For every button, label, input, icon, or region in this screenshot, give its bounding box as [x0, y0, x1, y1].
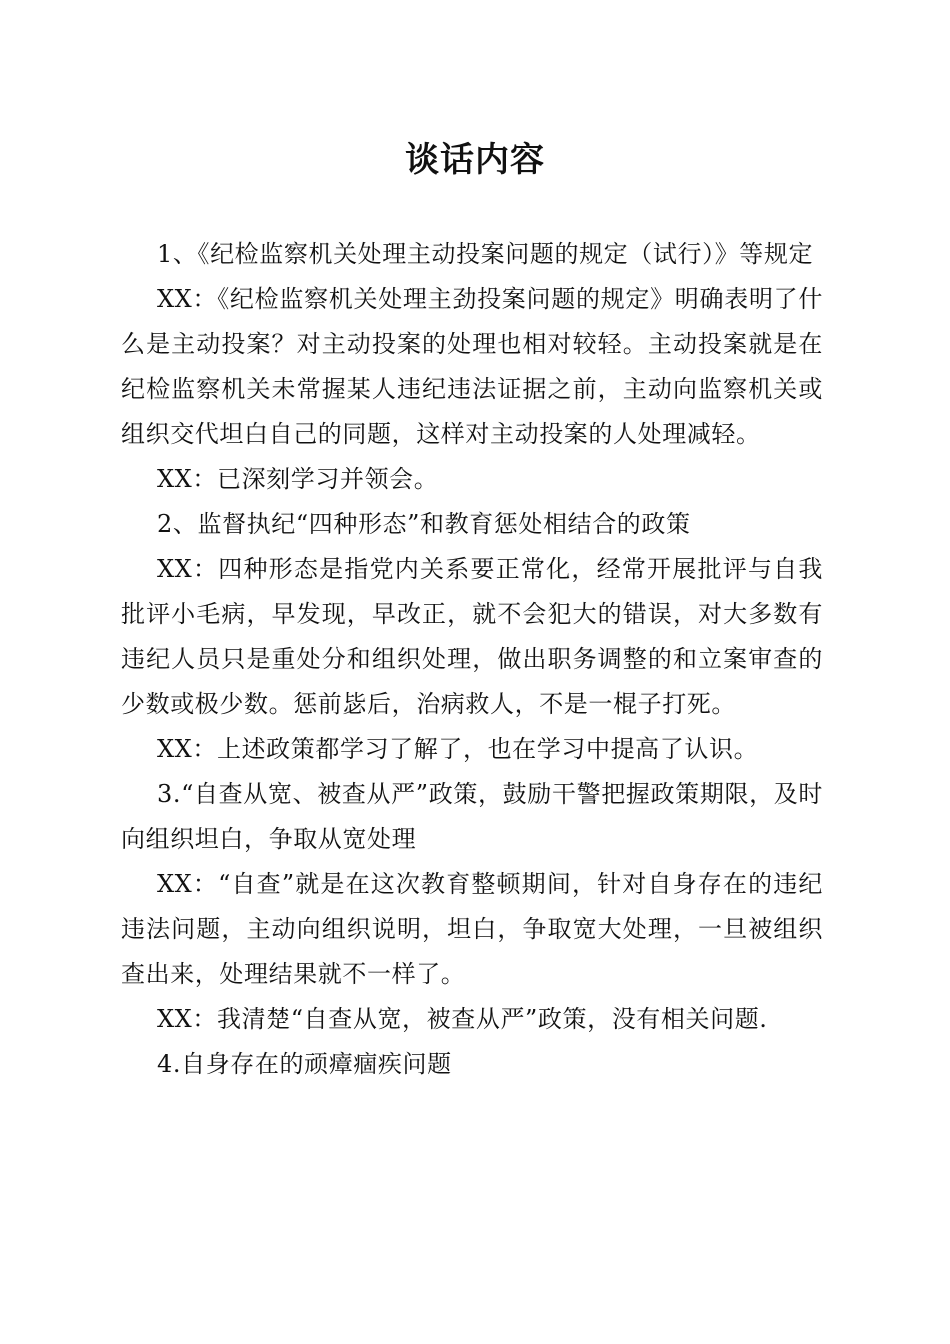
- paragraph-answer-6: XX：我清楚“自查从宽，被查从严”政策，没有相关问题.: [157, 1005, 768, 1033]
- document-body: [121, 232, 823, 1087]
- paragraph-answer-3: XX：四种形态是指党内关系要正常化，经常开展批评与自我批评小毛病，早发现，早改正，就不会犯大的错误，对大多数有违纪人员只是重处分和组织处理，做出职务调整的和立案审查的少数或极少数。惩前毖后，治病救人，不是一棍子打死。: [121, 555, 823, 718]
- paragraph-answer-1: XX：《纪检监察机关处理主劲投案问题的规定》明确表明了什么是主动投案？对主动投案的处理也相对较轻。主动投案就是在纪检监察机关未常握某人违纪违法证据之前，主动向监察机关或组织交代坦白自己的同题，这样对主动投案的人处理减轻。: [121, 285, 823, 448]
- paragraph-item-1: 1、《纪检监察机关处理主动投案问题的规定（试行）》等规定: [157, 240, 814, 268]
- paragraph-answer-2: XX：已深刻学习并领会。: [157, 465, 439, 493]
- document-title: 谈话内容: [405, 140, 545, 180]
- paragraph-item-3: 3.“自查从宽、被查从严”政策，鼓励干警把握政策期限，及时向组织坦白，争取从宽处理: [121, 780, 823, 853]
- paragraph-answer-4: XX：上述政策都学习了解了，也在学习中提高了认识。: [157, 735, 759, 763]
- paragraph-item-4: 4.自身存在的顽瘴痼疾问题: [157, 1050, 452, 1078]
- paragraph-item-2: 2、监督执纪“四种形态”和教育惩处相结合的政策: [157, 510, 691, 538]
- paragraph-answer-5: XX：“自查”就是在这次教育整顿期间，针对自身存在的违纪违法问题，主动向组织说明，坦白，争取宽大处理，一旦被组织查出来，处理结果就不一样了。: [121, 870, 823, 988]
